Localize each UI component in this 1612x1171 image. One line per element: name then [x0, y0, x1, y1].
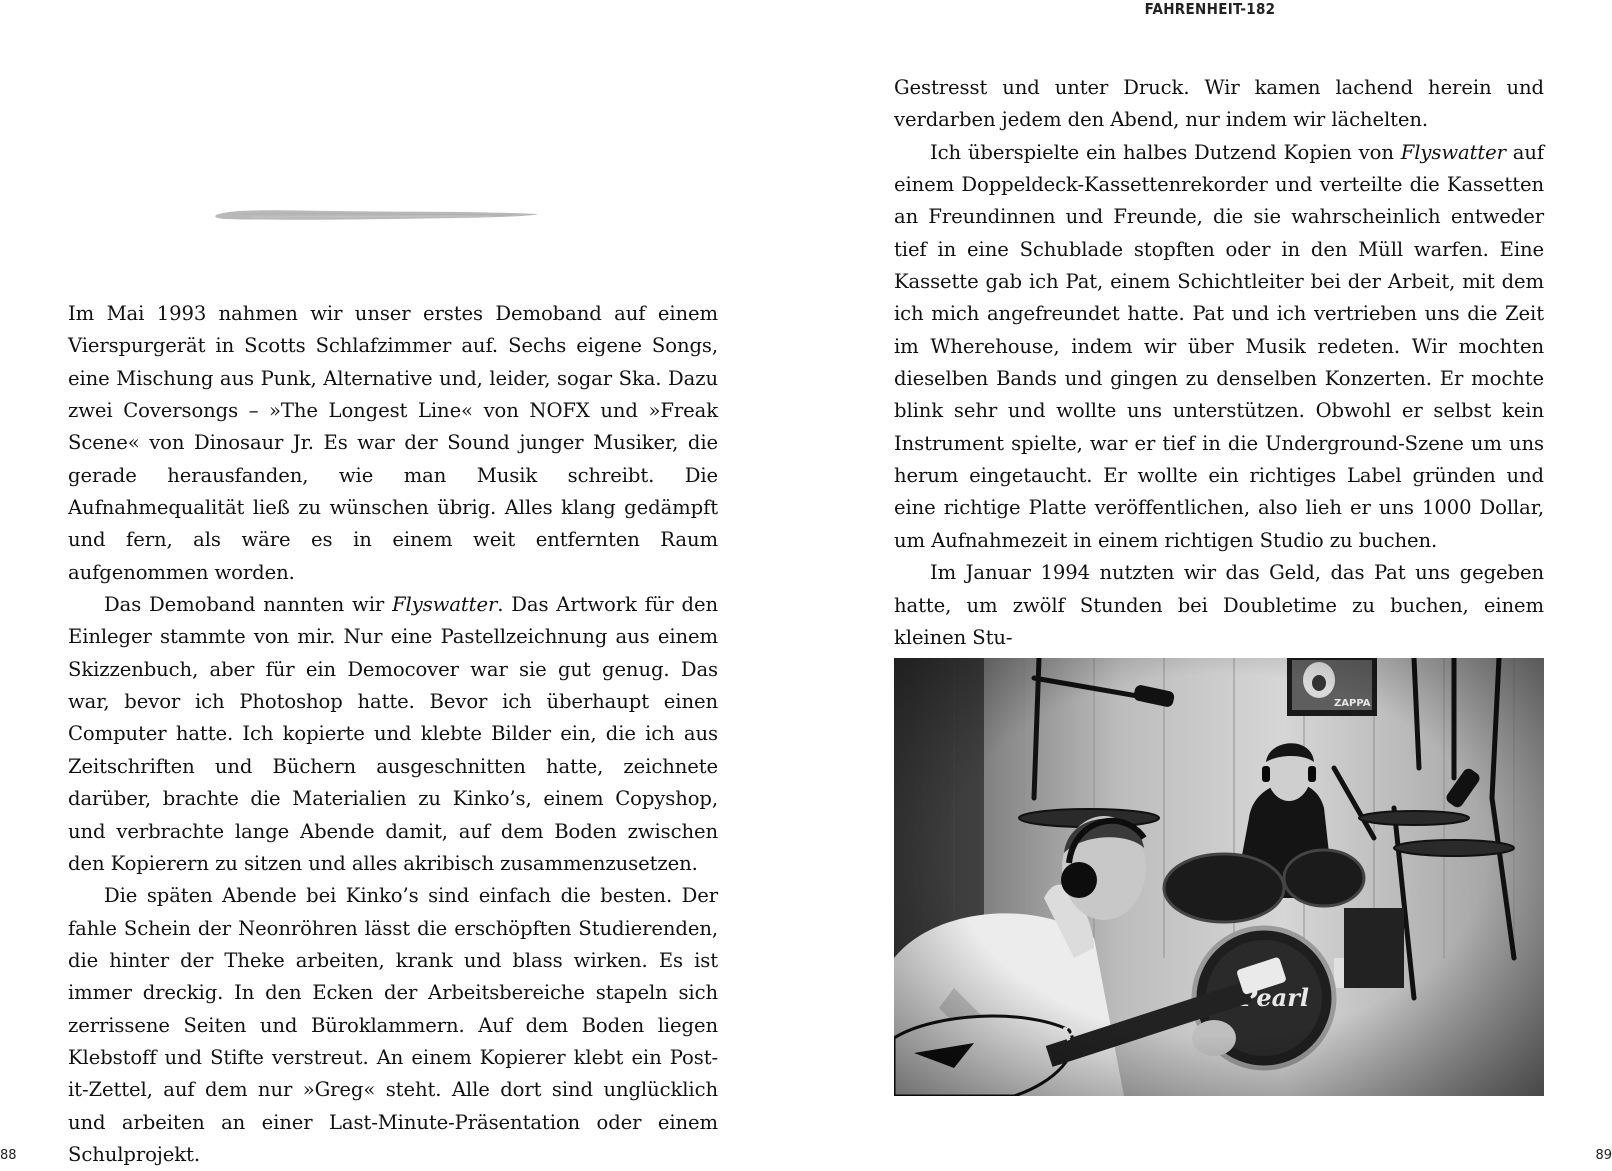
paragraph: Im Januar 1994 nutzten wir das Geld, das Pat uns gegeben hatte, um zwölf Stunden bei Doubletime zu buchen, einem kleinen Stu-	[894, 561, 1544, 649]
paragraph: Die späten Abende bei Kinko’s sind einfach die besten. Der fahle Schein der Neonröhren lässt die erschöpften Studierenden, die hinter der Theke arbeiten, krank und blass wirken. Es ist immer dreckig. In den Ecken der Arbeitsbereiche stapeln sich zerrissene Seiten und Büroklammern. Auf dem Boden liegen Klebstoff und Stifte verstreut. An einem Kopierer klebt ein Post-it-Zettel, auf dem nur »Greg« steht. Alle dort sind unglücklich und arbeiten an einer Last-Minute-Präsentation oder einem Schulprojekt.	[68, 884, 718, 1166]
page-number-left: 88	[0, 1148, 17, 1163]
studio-photo	[894, 658, 1544, 1096]
brush-stroke-ornament	[212, 206, 542, 224]
paragraph: Gestresst und unter Druck. Wir kamen lachend herein und verdarben jedem den Abend, nur indem wir lächelten.	[894, 76, 1544, 132]
paragraph: Ich überspielte ein halbes Dutzend Kopien von Flyswatter auf einem Doppeldeck-Kassettenrekorder und verteilte die Kassetten an Freundinnen und Freunde, die sie wahrscheinlich entweder tief in eine Schublade stopften oder in den Müll warfen. Eine Kassette gab ich Pat, einem Schichtleiter bei der Arbeit, mit dem ich mich angefreundet hatte. Pat und ich vertrieben uns die Zeit im Wherehouse, indem wir über Musik redeten. Wir mochten dieselben Bands und gingen zu denselben Konzerten. Er mochte blink sehr und wollte uns unterstützen. Obwohl er selbst kein Instrument spielte, war er tief in die Underground-Szene um uns herum eingetaucht. Er wollte ein richtiges Label gründen und eine richtige Platte veröffentlichen, also lieh er uns 1000 Dollar, um Aufnahmezeit in einem richtigen Studio zu buchen.	[894, 140, 1545, 552]
album-title: Flyswatter	[1400, 140, 1506, 164]
right-text-column	[894, 72, 1544, 654]
left-text-column	[68, 298, 718, 1171]
studio-photo-illustration	[894, 658, 1544, 1096]
album-title: Flyswatter	[392, 593, 498, 617]
page-number-right: 89	[1595, 1148, 1612, 1163]
paragraph: Im Mai 1993 nahmen wir unser erstes Demoband auf einem Vierspurgerät in Scotts Schlafzimmer auf. Sechs eigene Songs, eine Mischung aus Punk, Alternative und, leider, sogar Ska. Dazu zwei Coversongs – »The Longest Line« von NOFX und »Freak Scene« von Dinosaur Jr. Es war der Sound junger Musiker, die gerade herausfanden, wie man Musik schreibt. Die Aufnahmequalität ließ zu wünschen übrig. Alles klang gedämpft und fern, als wäre es in einem weit entfernten Raum aufgenommen worden.	[68, 302, 718, 584]
running-head: FAHRENHEIT-182	[1144, 0, 1276, 18]
paragraph: Das Demoband nannten wir Flyswatter. Das Artwork für den Einleger stammte von mir. Nur eine Pastellzeichnung aus einem Skizzenbuch, aber für ein Democover war sie gut genug. Das war, bevor ich Photoshop hatte. Bevor ich überhaupt einen Computer hatte. Ich kopierte und klebte Bilder ein, die ich aus Zeitschriften und Büchern ausgeschnitten hatte, zeichnete darüber, brachte die Materialien zu Kinko’s, einem Copyshop, und verbrachte lange Abende damit, auf dem Boden zwischen den Kopierern zu sitzen und alles akribisch zusammenzusetzen.	[68, 593, 718, 875]
